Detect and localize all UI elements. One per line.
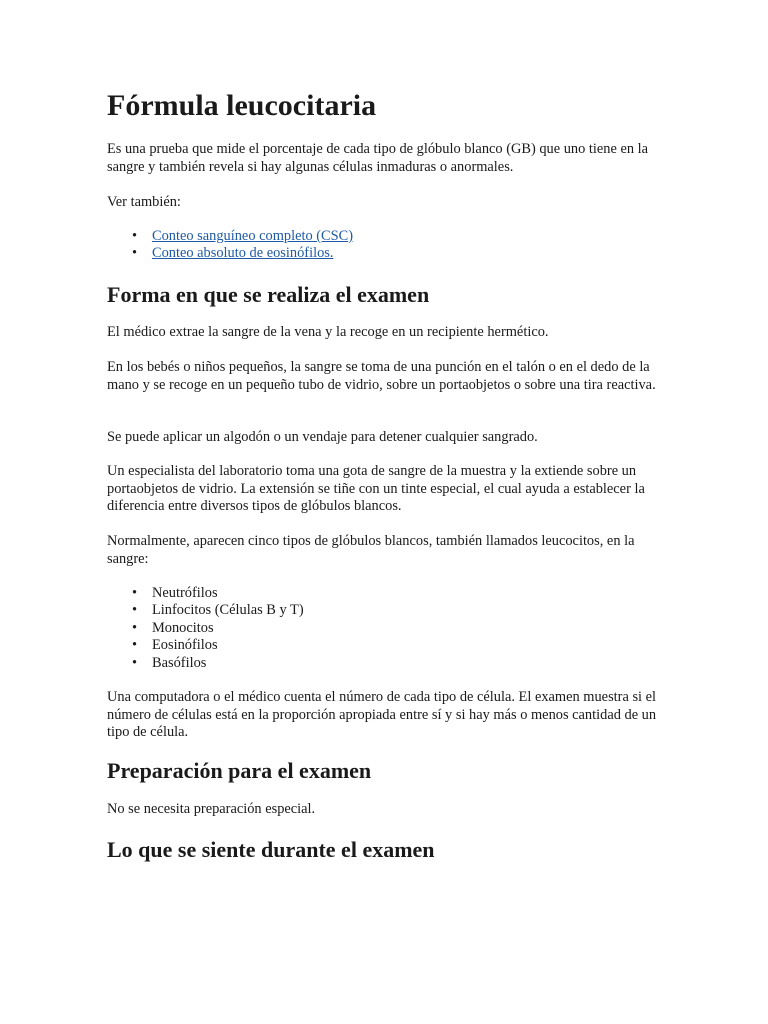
list-item: • Neutrófilos [107, 585, 304, 602]
list-item: • Linfocitos (Células B y T) [107, 602, 304, 619]
cell-types-list [107, 585, 304, 672]
section-heading-preparation: Preparación para el examen [107, 758, 372, 783]
paragraph: Un especialista del laboratorio toma una gota de sangre de la muestra y la extiende sobre un portaobjetos de vidrio. La extensión se tiñe con un tinte especial, el cual ayuda a establecer la diferencia entre diversos tipos de glóbulos blancos. [107, 463, 645, 514]
list-item: • Basófilos [107, 655, 304, 672]
paragraph: Normalmente, aparecen cinco tipos de glóbulos blancos, también llamados leucocitos, en la sangre: [107, 533, 635, 567]
section-heading-sensation: Lo que se siente durante el examen [107, 837, 435, 862]
paragraph: En los bebés o niños pequeños, la sangre se toma de una punción en el talón o en el dedo de la mano y se recoge en un pequeño tubo de vidrio, sobre un portaobjetos o sobre una tira reactiva. [107, 359, 656, 393]
see-also-label: Ver también: [107, 194, 181, 210]
link-conteo-sanguineo-completo[interactable]: Conteo sanguíneo completo (CSC) [152, 228, 354, 244]
paragraph: El médico extrae la sangre de la vena y la recoge en un recipiente hermético. [107, 324, 549, 340]
intro-paragraph: Es una prueba que mide el porcentaje de cada tipo de glóbulo blanco (GB) que uno tiene en la sangre y también revela si hay algunas células inmaduras o anormales. [107, 141, 649, 175]
list-item [107, 245, 353, 262]
list-item: • Monocitos [107, 620, 304, 637]
page-title: Fórmula leucocitaria [107, 89, 377, 122]
section-heading-procedure: Forma en que se realiza el examen [107, 282, 430, 307]
list-item [107, 228, 353, 245]
link-conteo-absoluto-eosinofilos[interactable]: Conteo absoluto de eosinófilos. [152, 245, 334, 262]
see-also-list [107, 228, 353, 263]
list-item: • Eosinófilos [107, 637, 304, 654]
paragraph: Se puede aplicar un algodón o un vendaje para detener cualquier sangrado. [107, 429, 538, 445]
paragraph: Una computadora o el médico cuenta el número de cada tipo de célula. El examen muestra si el número de células está en la proporción apropiada entre sí y si hay más o menos cantidad de un tipo de célula. [107, 689, 657, 740]
paragraph: No se necesita preparación especial. [107, 801, 316, 817]
